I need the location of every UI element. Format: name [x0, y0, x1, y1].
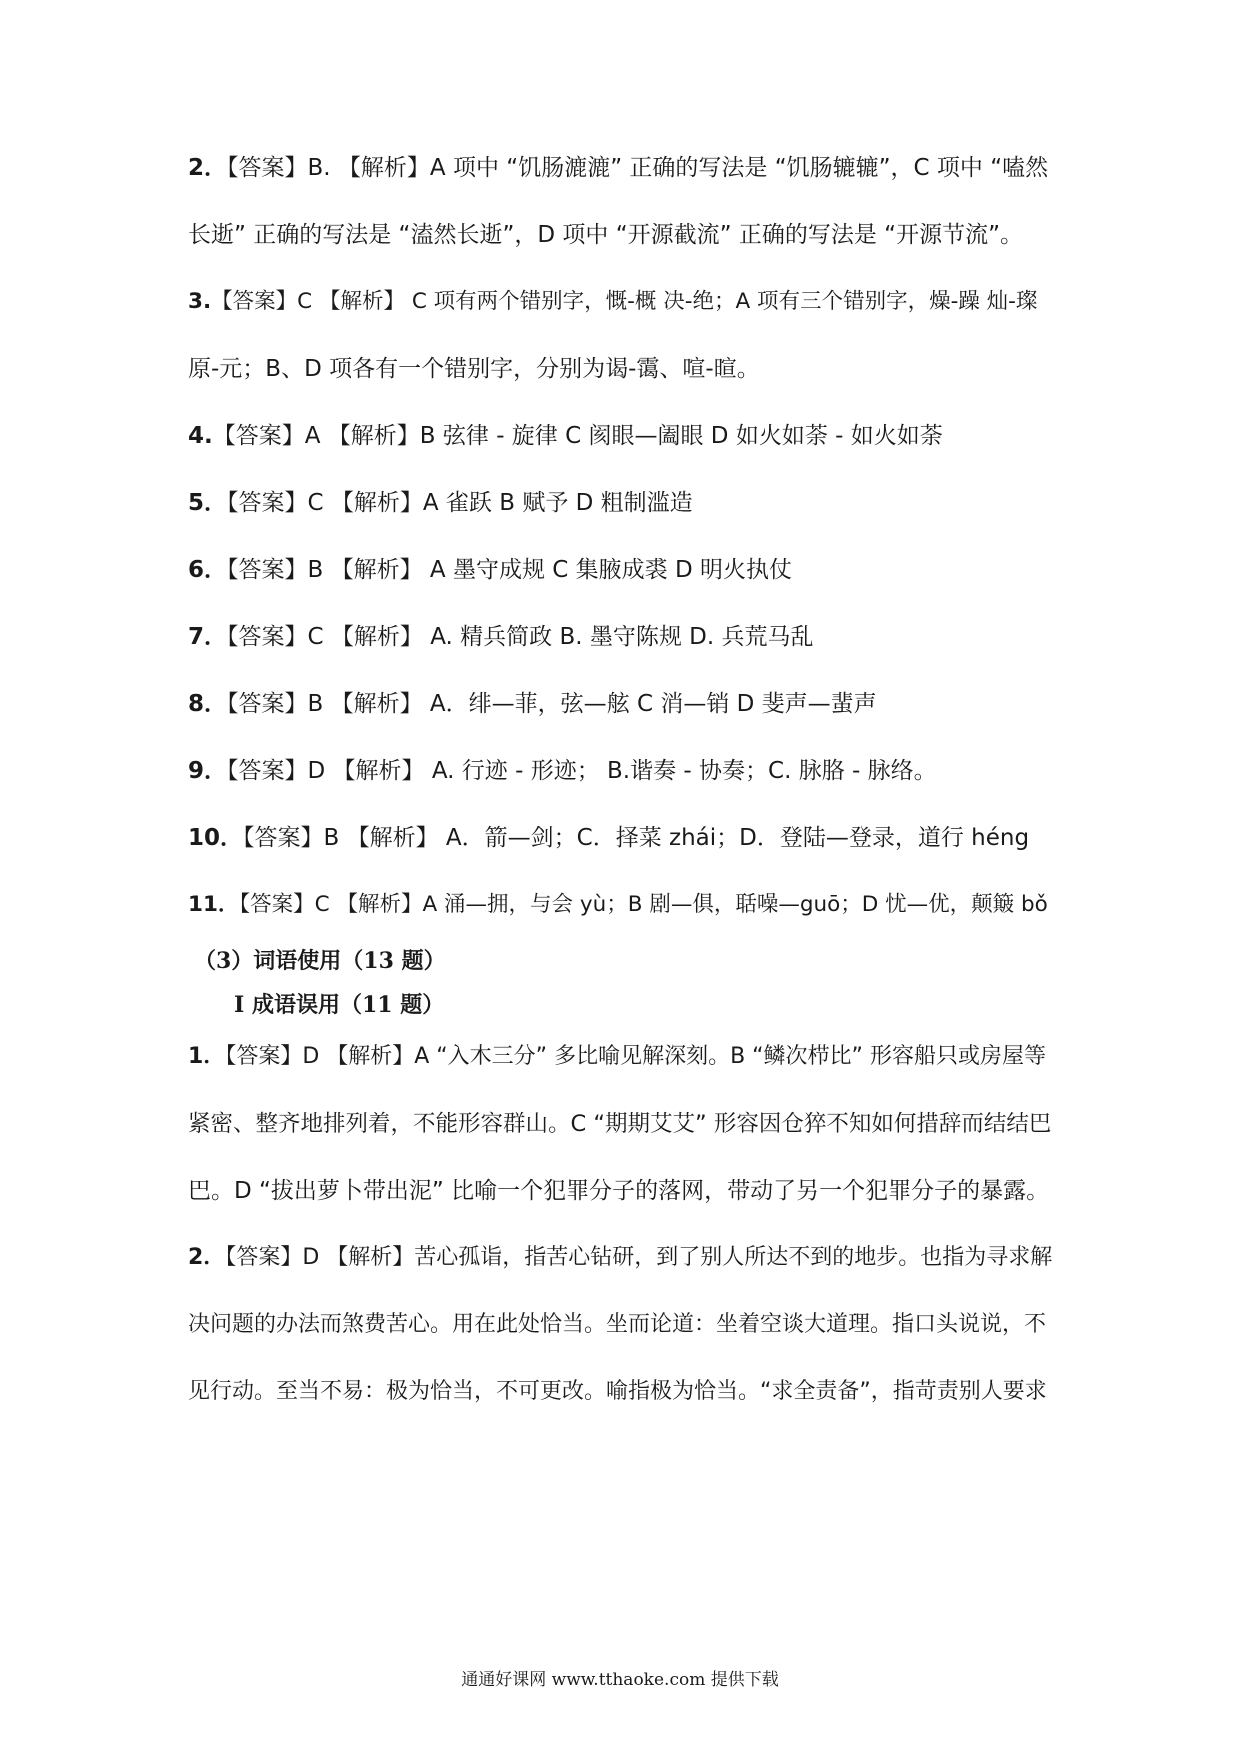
- text-line: 见行动。至当不易：极为恰当，不可更改。喻指极为恰当。“求全责备”，指苛责别人要求: [188, 1379, 1047, 1404]
- text-line: 紧密、整齐地排列着，不能形容群山。C “期期艾艾” 形容因仓猝不知如何措辞而结结巴: [188, 1111, 1052, 1137]
- text-line: 8．【答案】B 【解析】 A．绯—菲，弦—舷 C 消—销 D 斐声—蜚声: [188, 691, 877, 717]
- text-line: 3.【答案】C 【解析】 C 项有两个错别字，慨-概 决-绝；A 项有三个错别字，燥-躁 灿-璨: [188, 289, 1038, 314]
- subsection-heading: I 成语误用（11 题）: [234, 992, 445, 1018]
- text-line: 原-元；B、D 项各有一个错别字，分别为谒-霭、喧-暄。: [188, 356, 760, 382]
- text-line: 决问题的办法而煞费苦心。用在此处恰当。坐而论道：坐着空谈大道理。指口头说说，不: [188, 1312, 1047, 1337]
- text-line: 10．【答案】B 【解析】 A．箭—剑；C．择菜 zhái；D．登陆—登录，道行 héng: [188, 825, 1030, 851]
- text-line: 巴。D “拔出萝卜带出泥” 比喻一个犯罪分子的落网，带动了另一个犯罪分子的暴露。: [188, 1178, 1050, 1204]
- text-line: 9．【答案】D 【解析】 A. 行迹 - 形迹； B.谐奏 - 协奏；C. 脉胳 - 脉络。: [188, 758, 937, 784]
- text-line: 6．【答案】B 【解析】 A 墨守成规 C 集腋成裘 D 明火执仗: [188, 557, 792, 583]
- page-footer: 通通好课网 www.tthaoke.com 提供下载: [461, 1670, 779, 1690]
- text-line: 5．【答案】C 【解析】A 雀跃 B 赋予 D 粗制滥造: [188, 490, 693, 516]
- text-line: 7．【答案】C 【解析】 A. 精兵简政 B. 墨守陈规 D. 兵荒马乱: [188, 624, 814, 650]
- text-line: 4.【答案】A 【解析】B 弦律 - 旋律 C 阂眼—阖眼 D 如火如荼 - 如火如荼: [188, 423, 943, 449]
- text-line: 1．【答案】D 【解析】A “入木三分” 多比喻见解深刻。B “鳞次栉比” 形容船只或房屋等: [188, 1044, 1046, 1069]
- text-line: 2．【答案】D 【解析】苦心孤诣，指苦心钻研，到了别人所达不到的地步。也指为寻求解: [188, 1245, 1053, 1270]
- text-line: 2．【答案】B. 【解析】A 项中 “饥肠漉漉” 正确的写法是 “饥肠辘辘”，C 项中 “嗑然: [188, 155, 1049, 181]
- text-line: 11．【答案】C 【解析】A 涌—拥，与会 yù；B 剧—俱，聒噪—guō；D 忧—优，颠簸 bǒ: [188, 892, 1048, 917]
- section-heading: （3）词语使用（13 题）: [194, 948, 446, 974]
- text-line: 长逝” 正确的写法是 “溘然长逝”，D 项中 “开源截流” 正确的写法是 “开源节流”。: [188, 222, 1023, 248]
